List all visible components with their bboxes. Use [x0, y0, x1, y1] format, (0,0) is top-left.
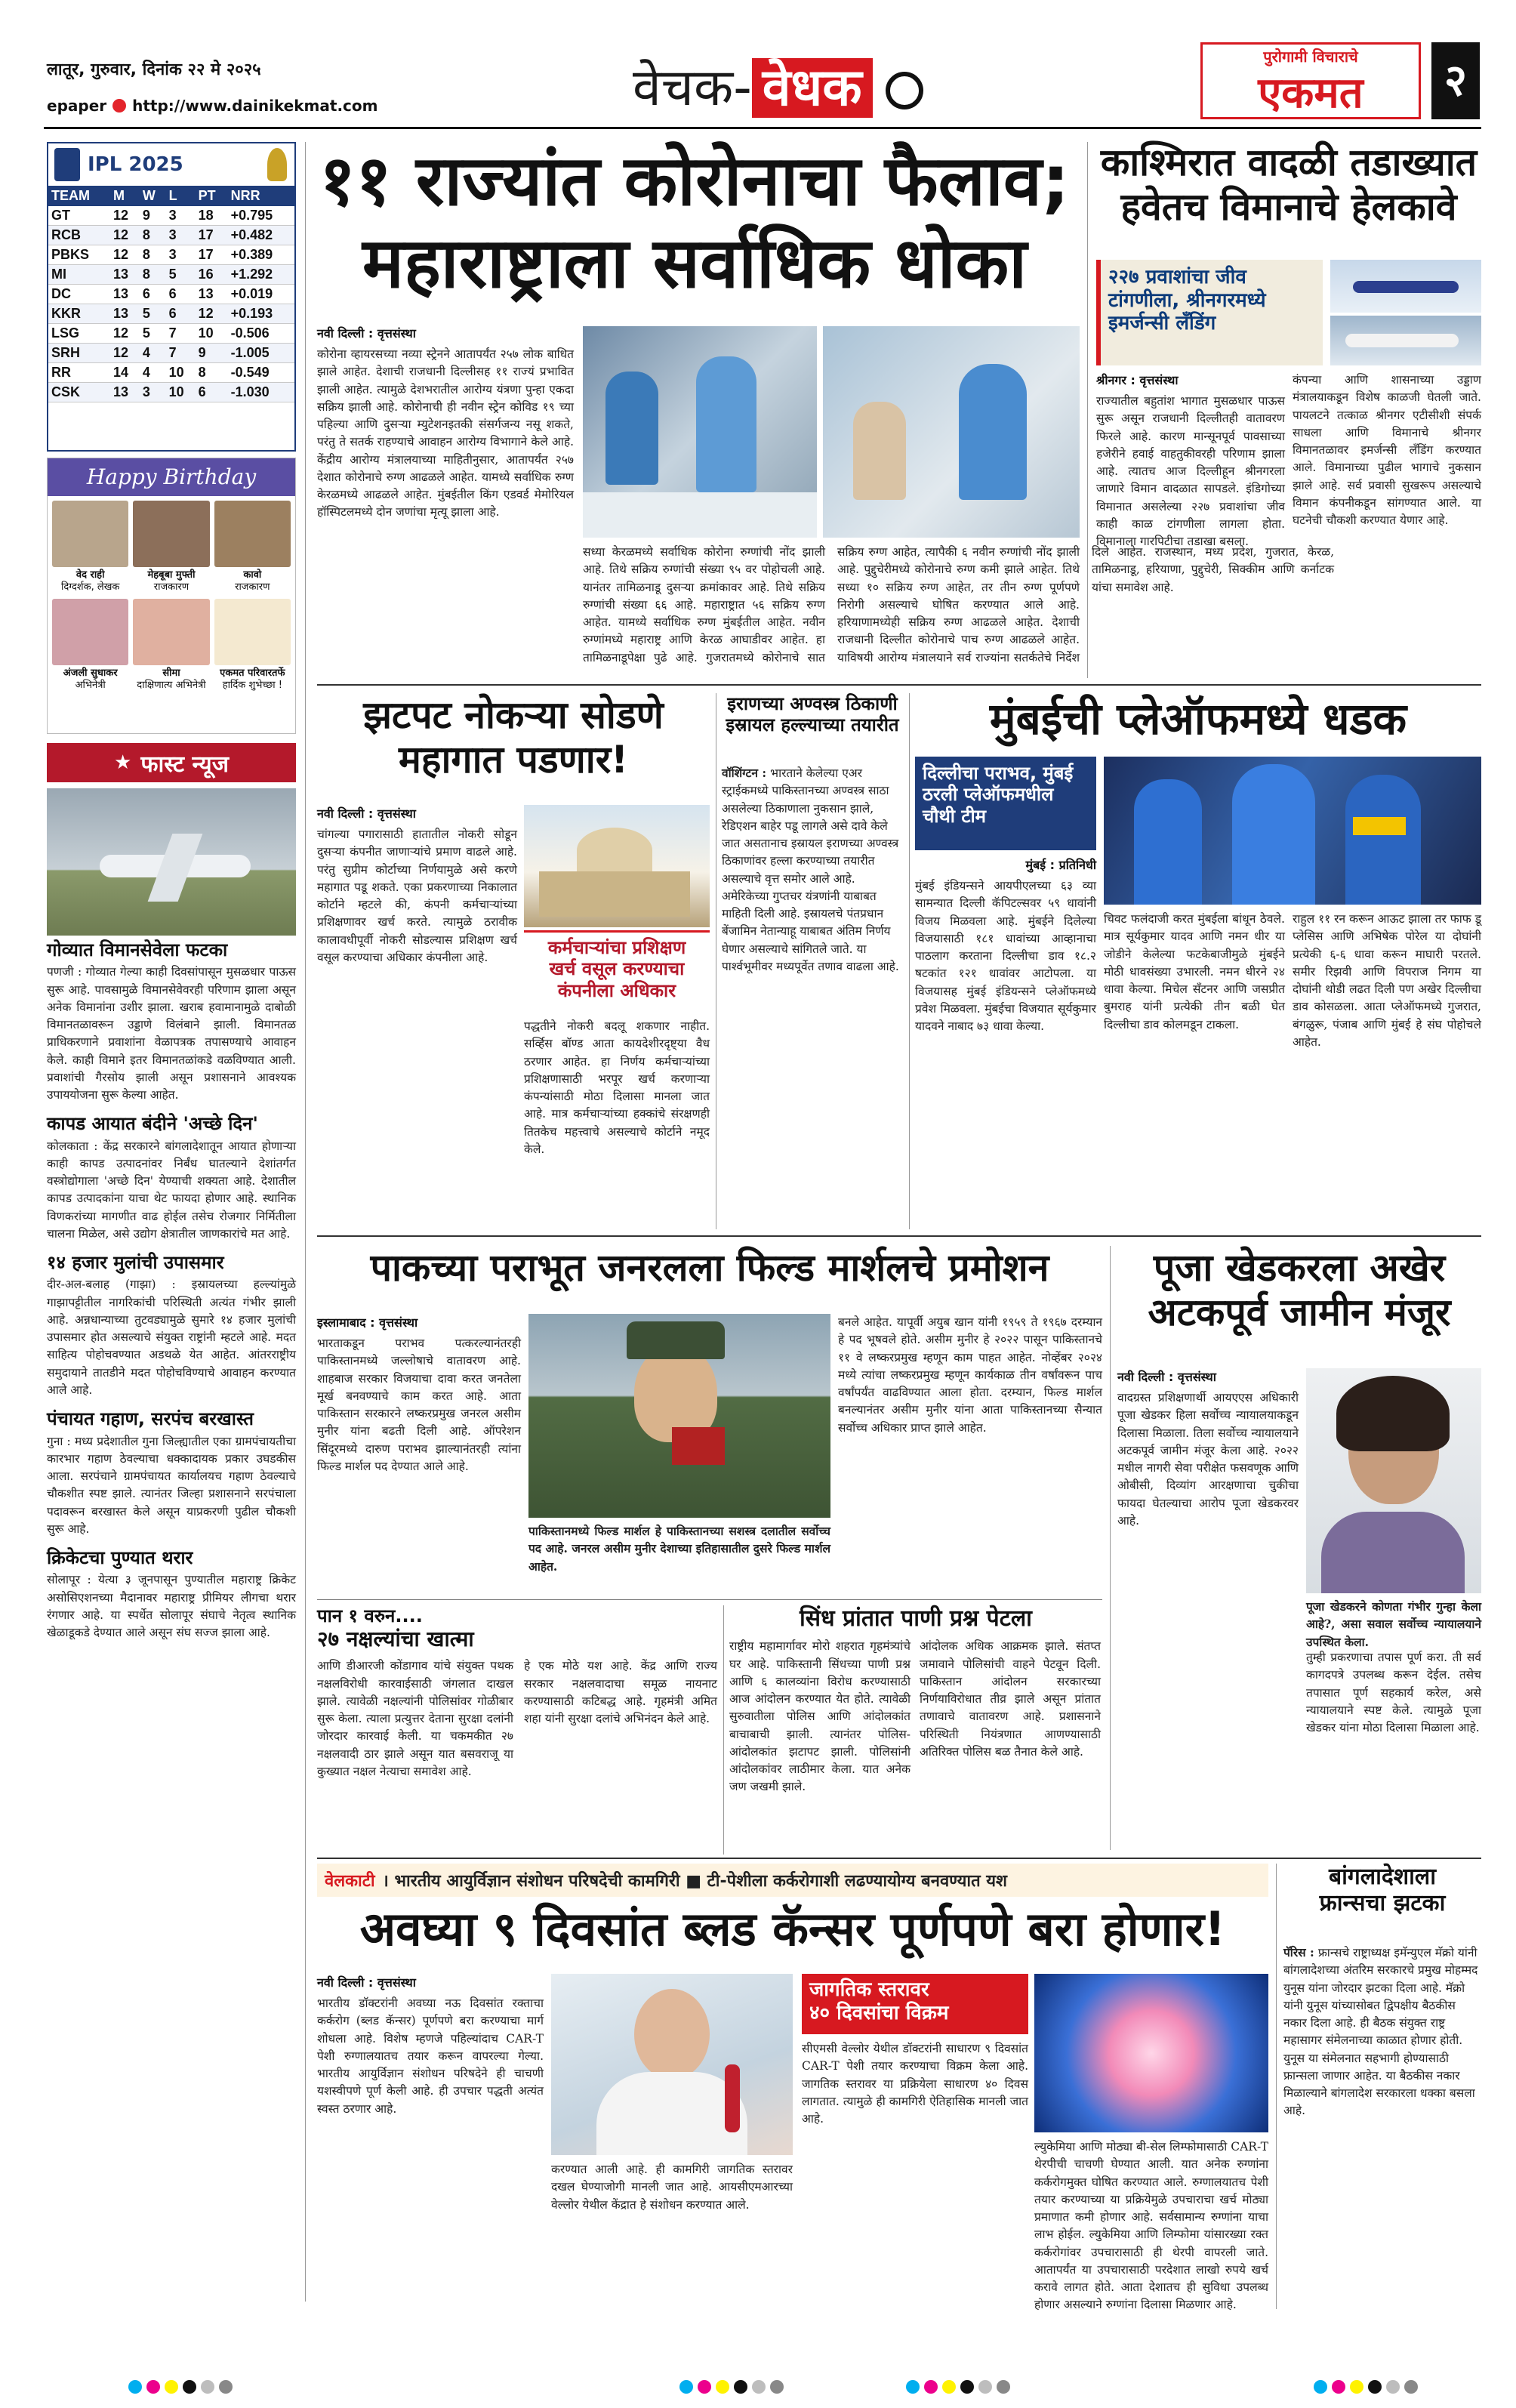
ipl-cell: 12	[110, 324, 140, 344]
naxal-headline: २७ नक्षल्यांचा खात्मा	[317, 1626, 474, 1652]
mumbai-sub-line1: दिल्लीचा पराभव, मुंबई	[923, 763, 1074, 784]
birthday-name: कावो	[243, 569, 262, 581]
ipl-cell: KKR	[48, 304, 110, 324]
mumbai-subhead	[915, 757, 1096, 850]
lead-headline-line2: महाराष्ट्राला सर्वाधिक धोका	[362, 222, 1028, 304]
science-strip-kicker: वेलकाटी	[325, 1872, 375, 1891]
bangladesh-body: फ्रान्सचे राष्ट्राध्यक्ष इमॅन्युएल मॅक्रो यांनी बांगलादेशच्या अंतरिम सरकारचे प्रमुख मोहम्मद युनूस यांना जोरदार झटका दिला आहे. मॅक्रो यांनी युनूस यांच्यासोबत द्विपक्षीय बैठकीस नकार दिला आहे. ही बैठक संयुक्त राष्ट्र महासागर संमेलनाच्या काळात होणार होती. युनूस या संमेलनात सहभागी होण्यासाठी फ्रान्सला जाणार आहेत. या बैठकीस नकार मिळाल्याने बांगलादेश सरकारला धक्का बसला आहे.	[1283, 1946, 1482, 2118]
ipl-cell: DC	[48, 285, 110, 304]
ipl-cell: 9	[140, 206, 166, 226]
ipl-cell: 7	[166, 344, 196, 363]
fast-news-headline: गोव्यात विमानसेवेला फटका	[47, 939, 228, 960]
birthday-role: राजकारण	[153, 581, 190, 594]
science-col2-text: करण्यात आली आहे. ही कामगिरी जागतिक स्तरावर दखल घेण्याजोगी मानली जात आहे. आयसीएमआरच्या वेल्लोर येथील केंद्रात हे संशोधन करण्यात आले.	[551, 2163, 797, 2212]
birthday-person	[52, 599, 128, 692]
ipl-cell: -0.506	[228, 324, 294, 344]
globe-icon	[112, 99, 126, 113]
fast-news-item	[47, 1252, 300, 1399]
section-title-part1: वेचक-	[633, 58, 752, 118]
ipl-cell: 8	[140, 265, 166, 285]
section-title	[633, 50, 923, 120]
fast-news-body: कोलकाता : केंद्र सरकारने बांगलादेशातून आयात होणाऱ्या काही कापड उत्पादनांवर निर्बंध घातल्याने देशांतर्गत वस्त्रोद्योगाला 'अच्छे दिन' येण्याची शक्यता आहे. देशातील कापड उत्पादकांना याचा थेट फायदा होणार आहे. स्थानिक विणकरांच्या मागणीत वाढ होईल तसेच रोजगार निर्मितीला चालना मिळेल, असे उद्योग क्षेत्रातील जाणकारांचे मत आहे.	[47, 1139, 300, 1241]
birthday-portrait	[214, 599, 291, 665]
pakistan-col3-text: बनले आहेत. यापूर्वी अयुब खान यांनी १९५९ ते १९६७ दरम्यान हे पद भूषवले होते. असीम मुनीर हे २०२२ पासून पाकिस्तानचे ११ वे लष्करप्रमुख म्हणून काम पाहत आहेत. नोव्हेंबर २०२४ मध्ये त्यांचा लष्करप्रमुख म्हणून कार्यकाळ तीन वर्षांवरून पाच वर्षांपर्यंत वाढविण्यात आला होता. दरम्यान, फिल्ड मार्शल बनल्यानंतर असीम मुनीर यांना आता पाकिस्तानच्या सैन्यात सर्वोच्च अधिकार प्राप्त झाले आहेत.	[838, 1315, 1106, 1435]
ipl-points-table	[48, 186, 294, 402]
mumbai-headline: मुंबईची प्लेऑफमध्ये धडक	[989, 693, 1407, 745]
ipl-cell: +0.389	[228, 245, 294, 265]
jobs-col1-text: चांगल्या पगारासाठी हातातील नोकरी सोडून दुसऱ्या कंपनीत जाणाऱ्यांचे प्रमाण वाढले आहे. परंतु सुप्रीम कोर्टाच्या निर्णयामुळे असे करणे महागात पडू शकते. एका प्रकरणाच्या निकालात कोर्टाने म्हटले की, कंपनी कर्मचाऱ्यांच्या प्रशिक्षणावर खर्च करते. त्यामुळे ठरावीक कालावधीपूर्वी नोकरी सोडल्यास प्रशिक्षण खर्च वसूल करण्याचा अधिकार कंपनीला आहे.	[317, 828, 521, 964]
ipl-cell: 10	[166, 363, 196, 383]
row1-rule	[317, 684, 1481, 686]
iran-headline	[722, 693, 903, 769]
mumbai-col2-text: चिवट फलंदाजी करत मुंबईला बांधून ठेवले. मात्र सूर्यकुमार यादव आणि नमन धीर या जोडीने केलेल्या फटकेबाजीमुळे मुंबईने मोठी धावसंख्या उभारली. नमन धीरने २४ धावा केल्या. मिचेल सँटनर आणि जसप्रीत बुमराह यांनी प्रत्येकी तीन बळी घेत दिल्लीचा डाव कोलमडून टाकला.	[1104, 912, 1289, 1031]
ipl-cell: 5	[166, 265, 196, 285]
ipl-cell: 8	[196, 363, 228, 383]
pakistan-col1	[317, 1314, 525, 1593]
ipl-cell: 6	[196, 383, 228, 402]
birthday-person	[214, 599, 291, 692]
jobs-col1	[317, 805, 521, 1228]
mumbai-team-photo	[1104, 757, 1481, 905]
fast-news-item	[47, 1408, 300, 1538]
kashmir-headline-line1: काश्मिरात वादळी तडाख्यात	[1100, 140, 1477, 184]
ipl-cell: +0.482	[228, 226, 294, 245]
court-caption	[524, 930, 710, 1013]
pooja-col1	[1117, 1368, 1302, 1851]
dateline: लातूर, गुरुवार, दिनांक २२ मे २०२५	[47, 60, 261, 79]
ipl-cell: MI	[48, 265, 110, 285]
pooja-headline-line1: पूजा खेडकरला अखेर	[1153, 1246, 1446, 1290]
ipl-cell: +0.193	[228, 304, 294, 324]
iran-headline-line1: इराणच्या अण्वस्त्र ठिकाणी	[727, 693, 898, 714]
pooja-byline: नवी दिल्ली : वृत्तसंस्था	[1117, 1370, 1216, 1384]
kashmir-sub-line3: इमर्जन्सी लँडिंग	[1108, 312, 1216, 335]
epaper-label: epaper	[47, 97, 107, 115]
bangladesh-dateline: पॅरिस :	[1283, 1945, 1314, 1959]
ipl-cell: SRH	[48, 344, 110, 363]
ipl-cell: 3	[166, 226, 196, 245]
iran-dateline: वॉशिंग्टन :	[722, 766, 767, 780]
birthday-role: हार्दिक शुभेच्छा !	[222, 679, 282, 691]
ipl-cell: -0.549	[228, 363, 294, 383]
jobs-headline-line1: झटपट नोकऱ्या सोडणे	[363, 693, 664, 737]
science-col1-text: भारतीय डॉक्टरांनी अवघ्या नऊ दिवसांत रक्ताचा कर्करोग (ब्लड कॅन्सर) पूर्णपणे बरा करण्याचा मार्ग शोधला आहे. विशेष म्हणजे पहिल्यांदाच CAR-T पेशी रुग्णालयातच तयार करून वापरल्या गेल्या. भारतीय आयुर्विज्ञान संशोधन परिषदेने ही चाचणी यशस्वीपणे पूर्ण केली आहे. ही उपचार पद्धती अत्यंत स्वस्त ठरणार आहे.	[317, 1996, 547, 2116]
ipl-cell: 12	[196, 304, 228, 324]
ipl-cell: 13	[110, 285, 140, 304]
pakistan-photo-caption: पाकिस्तानमध्ये फिल्ड मार्शल हे पाकिस्तानच्या सशस्त्र दलातील सर्वोच्च पद आहे. जनरल असीम मुनीर देशाच्या इतिहासातील दुसरे फिल्ड मार्शल आहेत.	[528, 1524, 835, 1574]
bangladesh-story	[1283, 1944, 1481, 2306]
ipl-title: IPL 2025	[88, 153, 183, 176]
ipl-cell: 13	[196, 285, 228, 304]
brand-box	[1200, 42, 1421, 119]
lead-byline: नवी दिल्ली : वृत्तसंस्था	[317, 326, 416, 341]
jobs-headline	[317, 693, 710, 799]
pakistan-headline: पाकच्या पराभूत जनरलला फिल्ड मार्शलचे प्रमोशन	[370, 1246, 1049, 1290]
ipl-cell: 4	[140, 363, 166, 383]
fast-news-headline: क्रिकेटचा पुण्यात थरार	[47, 1547, 193, 1568]
ipl-cell: 6	[140, 285, 166, 304]
ipl-cell: 12	[110, 344, 140, 363]
jobs-byline: नवी दिल्ली : वृत्तसंस्था	[317, 806, 416, 821]
ipl-cell: +1.292	[228, 265, 294, 285]
birthday-person	[133, 599, 209, 692]
sindh-divider	[723, 1605, 724, 1855]
birthday-title: Happy Birthday	[48, 458, 295, 496]
star-icon: ★	[114, 751, 132, 774]
birthday-portrait	[52, 599, 128, 665]
naxal-kicker: पान १ वरुन....	[317, 1605, 423, 1626]
bangladesh-divider	[1276, 1864, 1277, 2309]
naxal-col2: हे एक मोठे यश आहे. केंद्र आणि राज्य सरकार नक्षलवादाचा समूळ नायनाट करण्यासाठी कटिबद्ध आहे. गृहमंत्री अमित शहा यांनी सुरक्षा दलांचे अभिनंदन केले आहे.	[524, 1659, 721, 1726]
birthday-box	[47, 458, 296, 734]
covid-testing-photo	[823, 326, 1080, 538]
fast-news-title: फास्ट न्यूज	[140, 751, 229, 778]
bangladesh-headline-line1: बांगलादेशाला	[1328, 1864, 1437, 1890]
court-caption-line1: कर्मचाऱ्यांचा प्रशिक्षण	[547, 937, 686, 958]
lead-headline	[317, 140, 1072, 322]
ipl-cell: 13	[110, 304, 140, 324]
lead-headline-line1: ११ राज्यांत कोरोनाचा फैलाव;	[319, 140, 1070, 221]
fast-news-body: सोलापूर : येत्या ३ जूनपासून पुण्यातील महाराष्ट्र क्रिकेट असोसिएशनच्या मैदानावर महाराष्ट्र प्रीमियर लीगचा थरार रंगणार आहे. या स्पर्धेत सोलापूर संघाचे नेतृत्व स्थानिक खेळाडूकडे देण्यात आले असून संघ सज्ज झाला आहे.	[47, 1573, 300, 1640]
mumbai-col3-text: राहुल ११ रन करून आऊट झाला तर फाफ डू प्लेसिस आणि अभिषेक पोरेल या दोघांनी प्रत्येकी ६-६ धावा करून माघारी परतले. समीर रिझवी आणि विपराज निगम या दोघांनी थोडी लढत दिली पण अखेर दिल्लीचा डाव कोसळला. आता प्लेऑफमध्ये गुजरात, बंगळुरू, पंजाब आणि मुंबई हे संघ पोहोचले आहेत.	[1293, 912, 1485, 1049]
naxal-story	[317, 1605, 721, 1855]
ipl-cell: 7	[166, 324, 196, 344]
pooja-divider	[1110, 1246, 1111, 1850]
asim-munir-photo	[528, 1314, 830, 1518]
ipl-cell: 6	[166, 285, 196, 304]
kashmir-col2-text: कंपन्या आणि शासनाच्या उड्डाण मंत्रालयाकडून विशेष काळजी घेतली जाते. पायलटने तत्काळ श्रीनगर एटीसीशी संपर्क साधला आणि विमानाचे श्रीनगर विमानतळावर इमर्जन्सी लँडिंग करण्यात आले. विमानाच्या पुढील भागाचे नुकसान झाले आहे. सर्व प्रवासी सुखरूप असल्याचे विमान कंपनीकडून सांगण्यात आले. या घटनेची चौकशी करण्यात येणार आहे.	[1293, 373, 1485, 527]
ipl-cell: 5	[140, 304, 166, 324]
ipl-table-row	[48, 265, 294, 285]
kashmir-col1-text: राज्यातील बहुतांश भागात मुसळधार पाऊस सुरू असून राजधानी दिल्लीतही वातावरण फिरले आहे. कारण मान्सूनपूर्व पावसाच्या हजेरीने हवाई वाहतुकीवरही परिणाम झाला आहे. त्यातच आज दिल्लीहून श्रीनगरला जाणारे विमान वादळात सापडले. इंडिगोच्या विमानात असलेल्या २२७ प्रवाशांचा जीव काही काळ टांगणीला लागला होता. विमानाला गारपिटीचा तडाखा बसला.	[1096, 394, 1289, 548]
ipl-cell: +0.795	[228, 206, 294, 226]
ipl-table-row	[48, 304, 294, 324]
registration-marks-far-right	[1314, 2380, 1418, 2394]
pooja-col1-text: वादग्रस्त प्रशिक्षणार्थी आयएएस अधिकारी पूजा खेडकर हिला सर्वोच्च न्यायालयाकडून दिलासा मिळाला. तिला सर्वोच्च न्यायालयाने अटकपूर्व जामीन मंजूर केला आहे. २०२२ मधील नागरी सेवा परीक्षेत फसवणूक आणि ओबीसी, दिव्यांग आरक्षणाचा चुकीचा फायदा घेतल्याचा आरोप पूजा खेडकरवर आहे.	[1117, 1391, 1302, 1528]
ipl-cell: 6	[166, 304, 196, 324]
ipl-cell: 14	[110, 363, 140, 383]
birthday-person	[133, 501, 209, 594]
fast-news-body: पणजी : गोव्यात गेल्या काही दिवसांपासून मुसळधार पाऊस सुरू आहे. पावसामुळे विमानसेवेवरही परिणाम झाला असून अनेक विमानांना उशीर झाला. खराब हवामानामुळे दाबोळी विमानतळावरून उड्डाणे विलंबाने झाली. विमानतळ प्राधिकरणाने प्रवाशांना वेळापत्रक तपासण्याचे आवाहन केले. काही विमाने इतर विमानतळांकडे वळविण्यात आली. प्रवाशांची गैरसोय झाली असून प्रशासनाने आवश्यक उपाययोजना सुरू केल्या आहेत.	[47, 965, 300, 1102]
ipl-header-cell: M	[110, 186, 140, 206]
covid-ward-photo	[583, 326, 817, 538]
fast-news-item	[47, 939, 300, 1104]
ipl-table-row	[48, 285, 294, 304]
ipl-cell: 3	[140, 383, 166, 402]
brand-tagline: पुरोगामी विचाराचे	[1263, 48, 1358, 66]
iran-headline-line2: इस्रायल हल्ल्याच्या तयारीत	[726, 714, 899, 736]
pooja-photo-caption: पूजा खेडकरने कोणता गंभीर गुन्हा केला आहे?, असा सवाल सर्वोच्च न्यायालयाने उपस्थित केला.	[1306, 1599, 1486, 1649]
kashmir-sub-line1: २२७ प्रवाशांचा जीव	[1108, 266, 1246, 288]
birthday-role: दाक्षिणात्य अभिनेत्री	[137, 679, 206, 691]
birthday-name: अंजली सुधाकर	[63, 667, 118, 679]
court-caption-line3: कंपनीला अधिकार	[557, 979, 676, 1001]
science-col4-text: ल्युकेमिया आणि मोठ्या बी-सेल लिम्फोमासाठी CAR-T थेरपीची चाचणी घेण्यात आली. यात अनेक रुग्णांना कर्करोगमुक्त घोषित करण्यात आले. रुग्णालयातच पेशी तयार करण्याच्या या प्रक्रियेमुळे उपचाराचा खर्च मोठ्या प्रमाणात कमी होणार आहे. सर्वसामान्य रुग्णांना याचा लाभ होईल. ल्युकेमिया आणि लिम्फोमा यांसारख्या रक्त कर्करोगांवर उपचारासाठी ही थेरपी वापरली जाते. आतापर्यंत या उपचारासाठी परदेशात लाखो रुपये खर्च करावे लागत होते. आता देशातच ही सुविधा उपलब्ध होणार असल्याने रुग्णांना दिलासा मिळणार आहे.	[1034, 2140, 1272, 2312]
ipl-cell: 12	[110, 226, 140, 245]
mumbai-divider	[909, 693, 910, 1229]
birthday-name: वेद राही	[75, 569, 105, 581]
ipl-cell: 3	[166, 206, 196, 226]
mumbai-sub-line3: चौथी टीम	[923, 805, 987, 827]
science-strip-text: । भारतीय आयुर्विज्ञान संशोधन परिषदेची कामगिरी ■ टी-पेशीला कर्करोगाशी लढण्यायोग्य बनवण्यात यश	[382, 1872, 1008, 1891]
lead-col1	[317, 325, 578, 680]
pooja-khedkar-photo	[1306, 1368, 1481, 1593]
science-strip	[317, 1864, 1268, 1897]
birthday-name: एकमत परिवारतर्फे	[220, 667, 285, 679]
fast-news-body: दीर-अल-बलाह (गाझा) : इस्रायलच्या हल्ल्यांमुळे गाझापट्टीतील नागरिकांची परिस्थिती अत्यंत गंभीर झाली आहे. अन्नधान्याच्या तुटवड्यामुळे सुमारे १४ हजार मुलांची उपासमार होत असल्याचे संयुक्त राष्ट्रांनी म्हटले आहे. मदत साहित्य पोहोचवण्यात अडथळे येत आहेत. आंतरराष्ट्रीय समुदायाने तातडीने मदत पोहोचविण्याचे आवाहन करण्यात आले आहे.	[47, 1278, 300, 1397]
sindh-story	[729, 1605, 1105, 1855]
fast-news-item	[47, 1547, 300, 1642]
ipl-cell: 16	[196, 265, 228, 285]
naxal-body: आणि डीआरजी कोंडागाव यांचे संयुक्त पथक नक्षलविरोधी कारवाईसाठी जंगलात दाखल झाले. त्यावेळी नक्षल्यांनी पोलिसांवर गोळीबार सुरू केला. त्याला प्रत्युत्तर देताना सुरक्षा दलांनी जोरदार कारवाई केली. या चकमकीत २७ नक्षलवादी ठार झाले असून यात बसवराजू या कुख्यात नक्षल नेत्याचा समावेश आहे.	[317, 1659, 517, 1778]
cell-microscope-photo	[1034, 1974, 1268, 2132]
brand-logo: एकमत	[1258, 69, 1363, 118]
ipl-header-cell: W	[140, 186, 166, 206]
fast-news-list	[47, 939, 300, 2299]
birthday-name: मेहबूबा मुफ्ती	[147, 569, 196, 581]
kashmir-divider	[1087, 142, 1088, 678]
fast-news-headline: १४ हजार मुलांची उपासमार	[47, 1252, 224, 1274]
supreme-court-photo	[524, 805, 710, 927]
ipl-table-row	[48, 363, 294, 383]
birthday-person	[214, 501, 291, 594]
ipl-cell: 8	[140, 226, 166, 245]
fast-news-body: गुना : मध्य प्रदेशातील गुना जिल्ह्यातील एका ग्रामपंचायतीचा कारभार गहाण ठेवल्याचा धक्कादायक प्रकार उघडकीस आला. सरपंचाने ग्रामपंचायत कार्यालयच गहाण ठेवल्याचे चौकशीत स्पष्ट झाले. त्यानंतर जिल्हा प्रशासनाने सरपंचाला पदावरून बरखास्त केले असून याप्रकरणी पुढील चौकशी सुरू आहे.	[47, 1434, 300, 1536]
ipl-cell: CSK	[48, 383, 110, 402]
magnifier-icon	[886, 72, 923, 109]
kashmir-sub-line2: टांगणीला, श्रीनगरमध्ये	[1108, 288, 1266, 312]
ipl-cell: 13	[110, 265, 140, 285]
cup-icon	[267, 148, 287, 181]
lead-col1-text: कोरोना व्हायरसच्या नव्या स्ट्रेनने आतापर्यंत २५७ लोक बाधित झाले आहेत. देशाची राजधानी दिल्लीसह ११ राज्यं प्रभावित झाली आहेत. त्यामुळे देशभरातील आरोग्य यंत्रणा पुन्हा एकदा सक्रिय झाली आहे. कोरोनाची ही नवीन स्ट्रेन कोविड १९ च्या पहिल्या आणि दुसऱ्या म्युटेशनइतकी संसर्गजन्य नसू शकते, परंतु ते सतर्क राहण्याचे आवाहन आरोग्य विभागाने केले आहे. केंद्रीय आरोग्य मंत्रालयाच्या माहितीनुसार, आतापर्यंत २५७ देशात कोरोनाचे रुग्ण आढळले आहेत. यामध्ये सर्वाधिक रुग्ण केरळमध्ये आढळले आहेत. मुंबईतील किंग एडवर्ड मेमोरियल हॉस्पिटलमध्ये दोन जणांचा मृत्यू झाला आहे.	[317, 347, 578, 520]
kashmir-byline: श्रीनगर : वृत्तसंस्था	[1096, 373, 1179, 387]
science-byline: नवी दिल्ली : वृत्तसंस्था	[317, 1975, 416, 1990]
fast-news-headline: पंचायत गहाण, सरपंच बरखास्त	[47, 1408, 254, 1430]
pooja-headline	[1117, 1246, 1481, 1364]
row3-rule	[317, 1858, 1481, 1859]
jobs-col2-text: पद्धतीने नोकरी बदलू शकणार नाहीत. सर्व्हिस बॉण्ड आता कायदेशीरदृष्ट्या वैध ठरणार आहेत. हा निर्णय कर्मचाऱ्यांच्या प्रशिक्षणासाठी भरपूर खर्च करणाऱ्या कंपन्यांसाठी मोठा दिलासा मानला जात आहे. मात्र कर्मचाऱ्यांच्या हक्कांचे संरक्षणही तितकेच महत्त्वाचे असल्याचे कोर्टाने नमूद केले.	[524, 1019, 713, 1156]
sindh-body: राष्ट्रीय महामार्गावर मोरो शहरात गृहमंत्र्यांचे घर आहे. पाकिस्तानी सिंधच्या पाणी प्रश्न आणि ६ कालव्यांना विरोध करण्यासाठी आज आंदोलन करण्यात येत होते. त्यावेळी सुरुवातीला पोलिस आणि आंदोलकांत बाचाबाची झाली. त्यानंतर पोलिस-आंदोलकांत झटापट झाली. पोलिसांनी आंदोलकांवर लाठीमार केला. यात अनेक जण जखमी झाले.	[729, 1639, 914, 1794]
ipl-cell: 4	[140, 344, 166, 363]
kashmir-headline-line2: हवेतच विमानाचे हेलकावे	[1120, 185, 1457, 229]
pakistan-col1-text: भारताकडून पराभव पत्करल्यानंतरही पाकिस्तानमध्ये जल्लोषाचे वातावरण आहे. शाहबाज सरकार विजयाचा दावा करत जनतेला मूर्ख बनवण्याचे काम करत आहे. आता पाकिस्तान सरकारने लष्करप्रमुख जनरल असीम मुनीर यांना बढती दिली आहे. ऑपरेशन सिंदूरमध्ये दारुण पराभव झाल्यानंतरही त्यांना फिल्ड मार्शल पद देण्यात आले आहे.	[317, 1337, 525, 1473]
ipl-cell: 9	[196, 344, 228, 363]
pooja-col2-text: तुम्ही प्रकरणाचा तपास पूर्ण करा. ती सर्व कागदपत्रे उपलब्ध करून देईल. तसेच तपासात पूर्ण सहकार्य करेल, असे न्यायालयाने स्पष्ट केले. त्यामुळे पूजा खेडकर यांना मोठा दिलासा मिळाला आहे.	[1306, 1651, 1485, 1734]
masthead-rule	[44, 127, 1481, 129]
ipl-table-row	[48, 245, 294, 265]
pakistan-byline: इस्लामाबाद : वृत्तसंस्था	[317, 1315, 418, 1330]
pakistan-bottom-rule	[317, 1599, 1102, 1600]
ipl-cell: RCB	[48, 226, 110, 245]
ipl-table-row	[48, 206, 294, 226]
ipl-table-row	[48, 344, 294, 363]
fast-news-headline: कापड आयात बंदीने 'अच्छे दिन'	[47, 1113, 258, 1135]
section-title-part2: वेधक	[752, 58, 873, 118]
registration-marks-right	[906, 2380, 1010, 2394]
iran-story	[722, 764, 903, 1229]
pooja-headline-line2: अटकपूर्व जामीन मंजूर	[1148, 1290, 1451, 1334]
ipl-table-row	[48, 324, 294, 344]
epaper-link[interactable]	[47, 97, 377, 115]
ipl-cell: LSG	[48, 324, 110, 344]
mumbai-sub-line2: ठरली प्लेऑफमधील	[923, 784, 1054, 806]
science-col1	[317, 1974, 547, 2306]
mumbai-col1-text: मुंबई इंडियन्सने आयपीएलच्या ६३ व्या सामन्यात दिल्ली कॅपिटल्सवर ५९ धावांनी विजय मिळवला आहे. मुंबईने दिलेल्या विजयासाठी १८१ धावांच्या आव्हानाचा पाठलाग करताना दिल्लीचा डाव १८.२ षटकांत १२१ धावांवर आटोपला. या विजयासह मुंबई इंडियन्सने प्लेऑफमध्ये प्रवेश मिळवला. मुंबईचा विजयात सूर्यकुमार यादवने नाबाद ७३ धावा केल्या.	[915, 879, 1100, 1033]
science-box-line2: ४० दिवसांचा विक्रम	[809, 2001, 949, 2024]
ipl-cell: PBKS	[48, 245, 110, 265]
ipl-cell: 5	[140, 324, 166, 344]
kashmir-col1	[1096, 372, 1289, 681]
iran-body: भारताने केलेल्या एअर स्ट्राईकमध्ये पाकिस्तानच्या अण्वस्त्र साठा असलेल्या ठिकाणाला नुकसान झाले, रेडिएशन बाहेर पडू लागले असे दावे केले जात असतानाच इस्रायल इराणच्या अण्वस्त्र ठिकाणांवर हल्ला करण्याच्या तयारीत असल्याचे वृत्त समोर आले आहे. अमेरिकेच्या गुप्तचर यंत्रणांनी याबाबत माहिती दिली आहे. इस्रायलचे पंतप्रधान बेंजामिन नेतान्याहू याबाबत अंतिम निर्णय घेणार असल्याचे सांगितले जाते. या पार्श्वभूमीवर मध्यपूर्वेत तणाव वाढला आहे.	[722, 766, 903, 973]
ipl-cell: GT	[48, 206, 110, 226]
ipl-header-cell: PT	[196, 186, 228, 206]
website-url: http://www.dainikekmat.com	[132, 97, 378, 115]
kashmir-headline	[1096, 140, 1481, 254]
sindh-col2: आंदोलक अधिक आक्रमक झाले. संतप्त जमावाने पोलिसांची वाहने पेटवून दिली. पाकिस्तान आंदोलन सरकारच्या निर्णयाविरोधात तीव्र झाले असून प्रांतात तणावाचे वातावरण आहे. प्रशासनाने परिस्थिती नियंत्रणात आणण्यासाठी अतिरिक्त पोलिस बळ तैनात केले आहे.	[920, 1639, 1105, 1759]
mumbai-col1	[915, 856, 1100, 1229]
sindh-headline: सिंध प्रांतात पाणी प्रश्न पेटला	[800, 1605, 1032, 1632]
birthday-role: दिग्दर्शक, लेखक	[60, 581, 120, 594]
bangladesh-headline-line2: फ्रान्सचा झटका	[1319, 1890, 1446, 1917]
ipl-logo	[48, 143, 294, 186]
indigo-plane-photo-2	[1330, 316, 1481, 365]
science-col3-text: सीएमसी वेल्लोर येथील डॉक्टरांनी साधारण ९ दिवसांत CAR-T पेशी तयार करण्याचा विक्रम केला आहे. जागतिक स्तरावर या प्रक्रियेला साधारण ४० दिवस लागतात. त्यामुळे ही कामगिरी ऐतिहासिक मानली जात आहे.	[802, 2042, 1032, 2126]
ipl-cell: 8	[140, 245, 166, 265]
birthday-person	[52, 501, 128, 594]
ipl-cell: 10	[196, 324, 228, 344]
registration-marks-center	[679, 2380, 784, 2394]
page-number: २	[1431, 42, 1480, 119]
ipl-cell: 12	[110, 245, 140, 265]
masthead	[0, 0, 1516, 128]
goa-airplane-photo	[47, 788, 296, 936]
ipl-cell: 17	[196, 245, 228, 265]
row2-rule	[317, 1235, 1481, 1237]
lead-col2-text: सध्या केरळमध्ये सर्वाधिक कोरोना रुग्णांची नोंद झाली आहे. तिथे सक्रिय रुग्णांची संख्या ९५ वर पोहोचली आहे. यानंतर तामिळनाडू दुसऱ्या क्रमांकावर आहे. तिथे सक्रिय रुग्णांची संख्या ६६ आहे. महाराष्ट्रात ५६ सक्रिय रुग्ण आहेत. यामध्ये सर्वाधिक रुग्ण मुंबईतील आहेत. नवीन रुग्णांमध्ये महाराष्ट्र आणि केरळ आघाडीवर आहेत. हा तामिळनाडूपेक्षा पुढे आहे. गुजरातमध्ये कोरोनाचे सात सक्रिय रुग्ण आहेत, त्यापैकी ६ नवीन रुग्णांची नोंद झाली आहे. पुद्दुचेरीमध्ये कोरोनाचे रुग्ण कमी झाले आहेत. तिथे सध्या १० सक्रिय रुग्ण आहेत, तर तीन रुग्ण पूर्णपणे निरोगी असल्याचे घोषित करण्यात आले आहे. हरियाणामध्येही सक्रिय रुग्ण आढळले आहेत. देशाची राजधानी दिल्लीत कोरोनाचे पाच रुग्ण आढळले आहेत. याविषयी आरोग्य मंत्रालयाने सर्व राज्यांना सतर्कतेचे निर्देश दिले आहेत. राजस्थान, मध्य प्रदेश, गुजरात, केरळ, तामिळनाडू, हरियाणा, पुद्दुचेरी, सिक्कीम आणि कर्नाटक यांचा समावेश आहे.	[583, 545, 1338, 664]
ipl-header-cell: NRR	[228, 186, 294, 206]
court-caption-line2: खर्च वसूल करण्याचा	[549, 958, 685, 980]
science-headline: अवघ्या ९ दिवसांत ब्लड कॅन्सर पूर्णपणे बरा होणार!	[359, 1901, 1226, 1956]
kashmir-subhead	[1096, 260, 1323, 365]
sidebar-divider	[305, 142, 306, 2302]
bangladesh-headline	[1283, 1864, 1481, 1939]
birthday-portrait	[133, 599, 209, 665]
ipl-table-box	[47, 142, 296, 452]
ipl-cell: 13	[110, 383, 140, 402]
ipl-trophy-icon	[54, 148, 80, 181]
ipl-table-row	[48, 383, 294, 402]
ipl-cell: +0.019	[228, 285, 294, 304]
science-record-box	[802, 1974, 1028, 2034]
ipl-cell: 10	[166, 383, 196, 402]
birthday-role: राजकारण	[235, 581, 270, 594]
registration-marks-left	[128, 2380, 233, 2394]
birthday-grid	[48, 496, 295, 696]
jobs-headline-line2: महागात पडणार!	[399, 738, 628, 782]
birthday-portrait	[133, 501, 209, 567]
ipl-cell: 12	[110, 206, 140, 226]
birthday-name: सीमा	[162, 667, 180, 679]
blood-test-photo	[551, 1974, 793, 2155]
ipl-cell: 18	[196, 206, 228, 226]
ipl-cell: -1.030	[228, 383, 294, 402]
ipl-header-cell: TEAM	[48, 186, 110, 206]
ipl-cell: 17	[196, 226, 228, 245]
birthday-portrait	[214, 501, 291, 567]
birthday-portrait	[52, 501, 128, 567]
ipl-header-cell: L	[166, 186, 196, 206]
ipl-cell: 3	[166, 245, 196, 265]
fast-news-item	[47, 1113, 300, 1243]
birthday-role: अभिनेत्री	[75, 679, 106, 691]
fast-news-header	[47, 743, 296, 782]
ipl-table-row	[48, 226, 294, 245]
ipl-cell: -1.005	[228, 344, 294, 363]
science-box-line1: जागतिक स्तरावर	[809, 1978, 929, 2001]
indigo-plane-photo-1	[1330, 260, 1481, 313]
ipl-cell: RR	[48, 363, 110, 383]
mumbai-byline: मुंबई : प्रतिनिधी	[1025, 858, 1096, 872]
